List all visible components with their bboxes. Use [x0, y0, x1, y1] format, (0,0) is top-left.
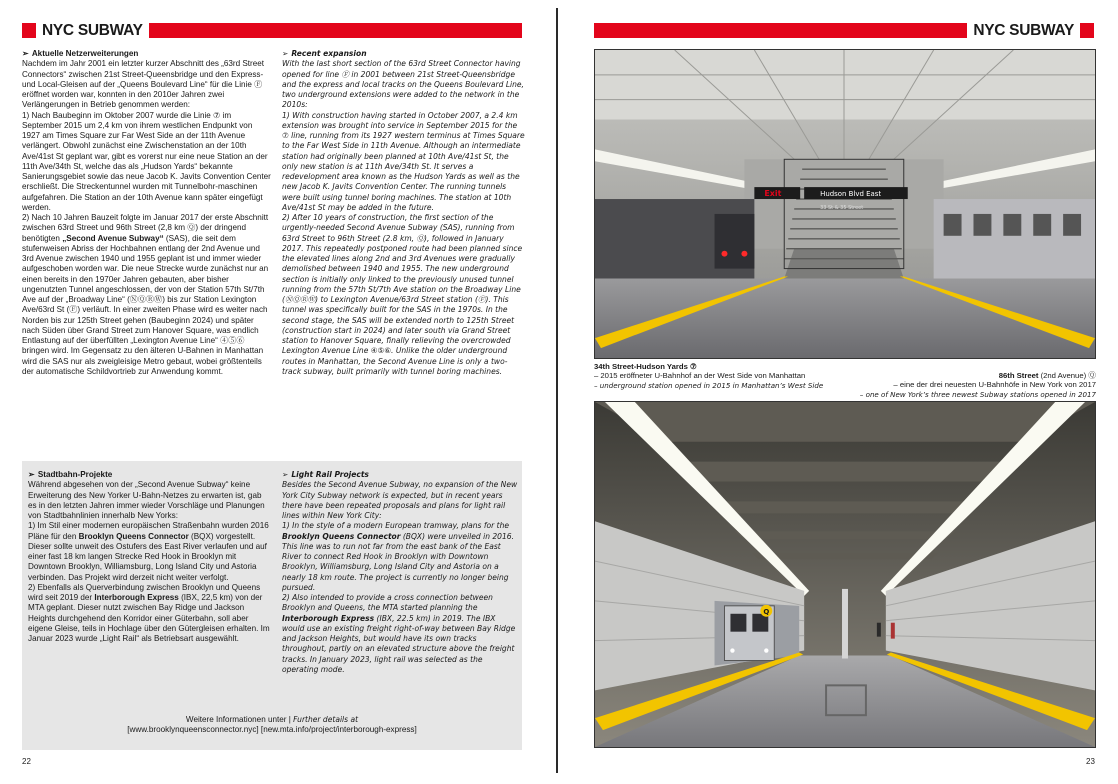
further-info-label: Weitere Informationen unter | Further details at: [185, 715, 359, 724]
caption-86th-street-en: – one of New York’s three newest Subway stations opened in 2017: [859, 389, 1096, 399]
de-lightrail-p2: 1) Im Stil einer modernen europäischen Straßenbahn wurden 2016 Pläne für den Brooklyn Queens Connector (BQX) vorgestellt. Dieser sollte unweit des Ostufers des East River verlaufen und auf einer fast 18 km langen Strecke Red Hook in Brooklyn mit Downtown Brooklyn, Williamsburg, Long Island City und Astoria verbinden. Das Projekt wird derzeit nicht weiter verfolgt.: [28, 521, 269, 582]
header-rule-bar: [149, 23, 522, 38]
page-number-right: 23: [1086, 757, 1095, 766]
de-lightrail-p1: Während abgesehen von der „Second Avenue Subway“ keine Erweiterung des New Yorker U-Bahn-Netzes zu erwarten ist, gab es in den letzten Jahren immer wieder Vorschläge und Planungen von Stadtbahnlinien innerhalb New Yorks:: [28, 480, 265, 520]
de-lightrail-heading: ➢ Stadtbahn-Projekte: [28, 470, 113, 479]
arrow-bullet-icon: ➢: [28, 470, 35, 479]
train-route-letter: Q: [763, 607, 770, 616]
photo-86th-street-station: [594, 401, 1096, 748]
photo-hudson-yards-image: [595, 50, 1095, 358]
header-accent-bar: [1080, 23, 1094, 38]
header-title: NYC SUBWAY: [973, 21, 1074, 39]
en-lightrail-p2: 1) In the style of a modern European tramway, plans for the Brooklyn Queens Connector (BQX) were unveiled in 2016. This line was to run not far from the east bank of the East River to connect Red Hook in Brooklyn with Downtown Brooklyn, Williamsburg, Long Island City and Astoria on a nearly 18 km route. The project is currently no longer being pursued.: [282, 521, 514, 592]
en-expansion-heading: ➢ Recent expansion: [282, 49, 367, 58]
en-lightrail-p3: 2) Also intended to provide a cross connection between Brooklyn and Queens, the MTA started planning the Interborough Express (IBX, 22.5 km) in 2019. The IBX would use an existing freight right-of-way between Bay Ridge and Jackson Heights, but would have its own tracks throughout, partly on an elevated structure above the freight tracks. In January 2023, light rail was selected as the operating mode.: [282, 593, 516, 674]
caption-86th-street: [802, 371, 1096, 399]
en-expansion-p2: 1) With construction having started in October 2007, a 2.4 km extension was brought into service in September 2015 for the ⑦ line, running from its 1927 western terminus at Times Square to the Far West Side in 11th Avenue. Although an intermediate station had originally been planned at 10th Ave/41st St, the only new station is at 11th Ave/34th St. It serves a redevelopment area known as the Hudson Yards as well as the new Jacob K. Javits Convention Center. The running tunnels were built using tunnel boring machines. The station at 10th Ave/41st St may be added in the future.: [282, 110, 525, 212]
page-header-left: [22, 23, 522, 38]
page-header-right: [594, 23, 1094, 38]
photo-86th-street-image: [595, 402, 1095, 747]
caption-86th-street-de: – eine der drei neuesten U-Bahnhöfe in New York von 2017: [893, 380, 1096, 390]
de-lightrail-p3: 2) Ebenfalls als Querverbindung zwischen Brooklyn und Queens wird seit 2019 der Interborough Express (IBX, 22,5 km) von der MTA geplant. Dieser nutzt zwischen Bay Ridge und Jackson Heights durchgehend den Korridor einer Güterbahn, soll aber eigene Gleise, teils in Hochlage über den Gütergleisen erhalten. Im Januar 2023 wurde „Light Rail“ als Betriebsart ausgewählt.: [28, 582, 270, 643]
en-lightrail-p1: Besides the Second Avenue Subway, no expansion of the New York City Subway network is expected, but in recent years there have been repeated proposals and plans for light rail lines within New York City:: [282, 480, 518, 520]
header-accent-bar: [22, 23, 36, 38]
photo-sign-exit: Exit: [764, 189, 782, 199]
en-expansion-p3: 2) After 10 years of construction, the first section of the urgently-needed Second Avenue Subway (SAS), running from 63rd Street to 96th Street (2.8 km, Ⓠ), followed in January 2017. This repeatedly postponed route had been planned since the elevated lines along 2nd and 3rd Avenues were gradually demolished between 1940 and 1955. The new underground section is initially only linked to the previously unused tunnel running from the 57th St/7th Ave station on the Broadway Line (ⓃⓆⓇⓌ) to Lexington Avenue/63rd Street station (Ⓕ). This tunnel was specifically built for the SAS in the 1970s. In the second stage, the SAS will be extended north to 125th Street (construction start in 2024) and later south via Grand Street station to Hanover Square, finally relieving the overcrowded Lexington Avenue Line ④⑤⑥. Unlike the older underground routes in Manhattan, the Second Avenue Line is only a two-track subway, built primarily with tunnel boring machines.: [282, 213, 523, 376]
en-lightrail-column: [282, 470, 518, 675]
page-gutter: [556, 8, 558, 773]
left-page: [0, 0, 556, 784]
caption-hudson-yards-en: – underground station opened in 2015 in Manhattan’s West Side: [594, 380, 824, 390]
en-expansion-column: [282, 49, 526, 377]
de-expansion-p3: 2) Nach 10 Jahren Bauzeit folgte im Januar 2017 der erste Abschnitt zwischen 63rd Street und 96th Street (2,8 km Ⓠ) der dringend benötigten „Second Avenue Subway“ (SAS), die seit dem stufenweisen Abriss der Hochbahnen entlang der 2nd Avenue und 3rd Avenue zwischen 1940 und 1955 geplant ist und immer wieder aufgeschoben worden war. Die neue Strecke wurde zunächst nur an einen bereits in den 1970er Jahren gebauten, aber bisher ungenutzten Tunnel angeschlossen, der von der Station 57th St/7th Ave auf der „Broadway Line“ (ⓃⓆⓇⓌ) bis zur Station Lexington Ave/63rd St (Ⓕ) verläuft. In einer zweiten Phase wird es weiter nach Norden bis zur 125th Street gehen (Baubeginn 2024) und später nach Süden über Grand Street zum Hanover Square, was endlich Entlastung auf der überfüllten „Lexington Avenue Line“ ④⑤⑥ bringen wird. Im Gegensatz zu den älteren U-Bahnen in Manhattan wird die SAS nur als zweigleisige Metro gebaut, wobei größtenteils der automatische Schildvortrieb zur Anwendung kommt.: [22, 213, 269, 376]
photo-hudson-yards-station: [594, 49, 1096, 359]
de-lightrail-column: [28, 470, 272, 644]
en-lightrail-heading: ➢ Light Rail Projects: [282, 470, 369, 479]
caption-86th-street-title: 86th Street (2nd Avenue) Ⓠ: [998, 371, 1096, 380]
photo-sign-station: Hudson Blvd East: [820, 190, 882, 199]
further-info-links: [www.brooklynqueensconnector.nyc] [new.mta.info/project/interborough-express]: [127, 725, 417, 735]
page-number-left: 22: [22, 757, 31, 766]
right-page: [562, 0, 1118, 784]
photo-sign-street: 33 St & 35 Street: [820, 204, 864, 211]
en-expansion-p1: With the last short section of the 63rd Street Connector having opened for line Ⓕ in 2001 between 21st Street-Queensbridge and the express and local tracks on the Queens Boulevard Line, two underground extensions were added to the network in the 2010s:: [282, 59, 524, 110]
de-expansion-column: [22, 49, 272, 377]
de-expansion-p1: Nachdem im Jahr 2001 ein letzter kurzer Abschnitt des „63rd Street Connectors“ zwischen 21st Street-Queensbridge und den Express- und Local-Gleisen auf der „Queens Boulevard Line“ für die Linie Ⓕ eröffnet worden war, konnten in den 2010er Jahren zwei Verlängerungen in Betrieb genommen werden:: [22, 59, 265, 110]
arrow-bullet-icon: ➢: [282, 470, 289, 479]
further-info: [22, 715, 522, 736]
arrow-bullet-icon: ➢: [22, 49, 29, 58]
header-title: NYC SUBWAY: [42, 21, 143, 39]
de-expansion-p2: 1) Nach Baubeginn im Oktober 2007 wurde die Linie ⑦ im September 2015 um 2,4 km von ihrem westlichen Endpunkt von 1927 am Times Square zur Far West Side an der 11th Avenue verlängert. Obwohl zunächst eine Zwischenstation an der 10th Ave/41st St geplant war, gibt es vorerst nur eine neue Station an der 11th Ave/34th St, welche das als „Hudson Yards“ bekannte Sanierungsgebiet sowie das neue Jacob K. Javits Convention Center erschließt. Die Streckentunnel wurden mit Tunnelbohr-maschinen aufgefahren. Die Station an der 10th Avenue kann später eingefügt werden.: [22, 110, 271, 212]
caption-hudson-yards-de: – 2015 eröffneter U-Bahnhof an der West Side von Manhattan: [594, 371, 806, 381]
header-rule-bar: [594, 23, 967, 38]
caption-hudson-yards-title: 34th Street-Hudson Yards ⑦: [594, 362, 697, 371]
de-expansion-heading: ➢ Aktuelle Netzerweiterungen: [22, 49, 139, 58]
arrow-bullet-icon: ➢: [282, 49, 289, 58]
